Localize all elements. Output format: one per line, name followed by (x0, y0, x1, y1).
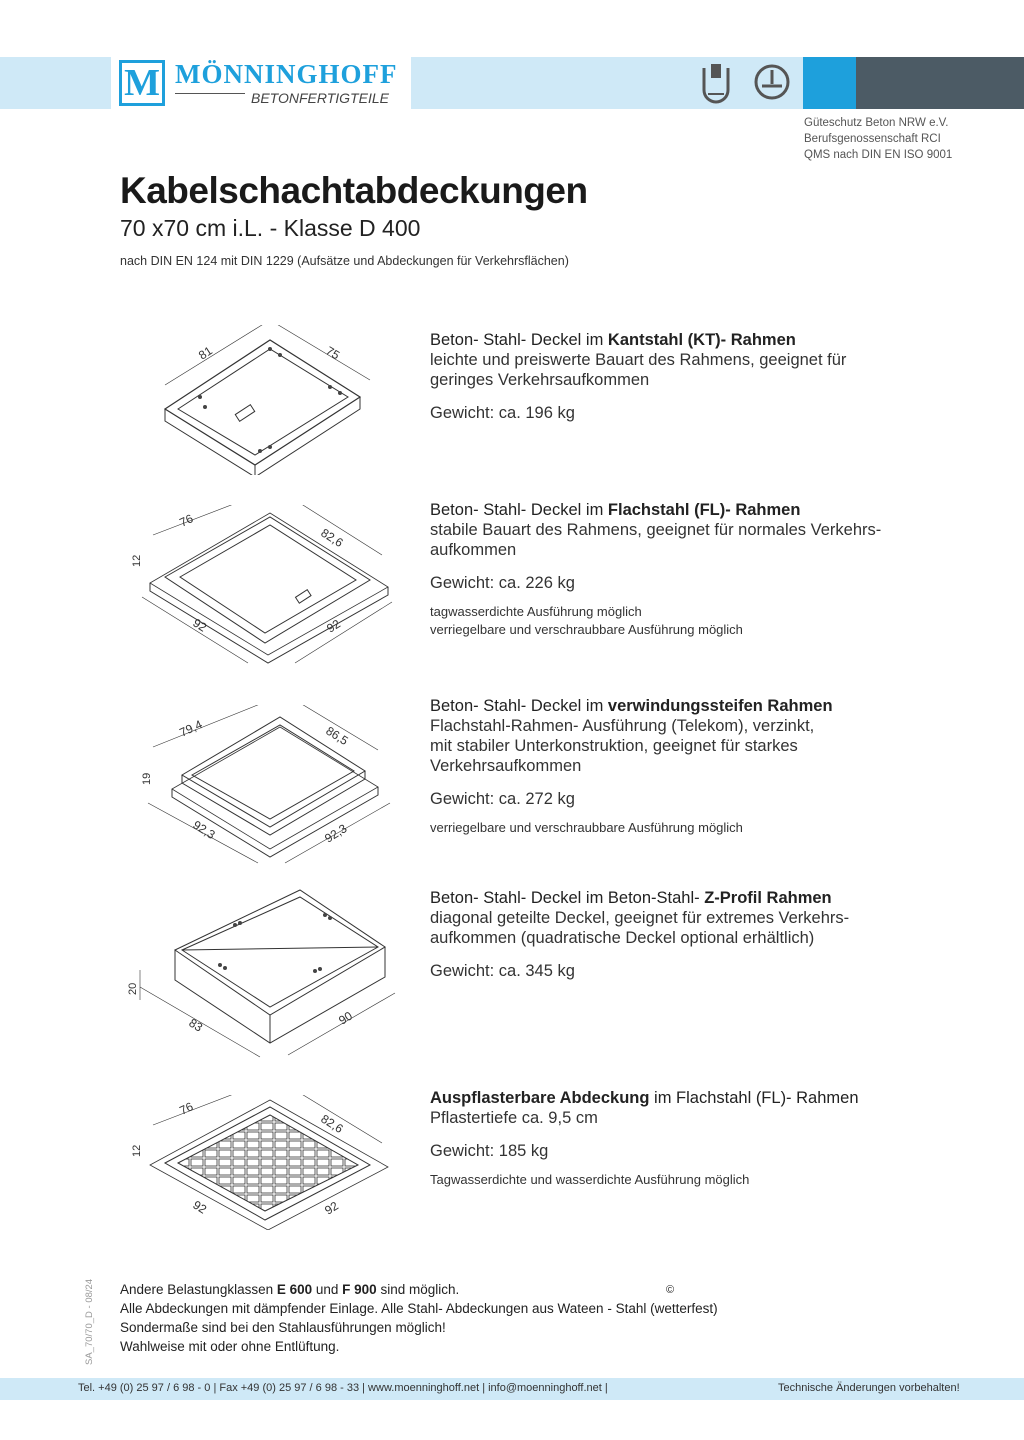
dim-label: 92,3 (190, 817, 218, 842)
heading-text: Beton- Stahl- Deckel im Beton-Stahl- (430, 889, 705, 907)
certification-text (804, 115, 952, 163)
product-note: verriegelbare und verschraubbare Ausführung möglich (430, 622, 743, 637)
dim-label: 19 (141, 772, 153, 785)
product-drawing-verwindungssteif (120, 705, 400, 875)
note-bold: F 900 (342, 1282, 377, 1297)
dim-label: 92 (190, 615, 210, 635)
dim-label: 79,4 (177, 717, 205, 740)
heading-bold: Kantstahl (KT)- Rahmen (607, 331, 796, 349)
product-weight: Gewicht: 185 kg (430, 1142, 549, 1160)
document-code: SA_70/70_D - 08/24 (84, 1278, 95, 1365)
logo-divider (175, 93, 245, 94)
product-heading (430, 888, 970, 908)
company-name: MÖNNINGHOFF (175, 59, 398, 89)
dim-label: 82,6 (318, 1111, 346, 1136)
product-description-zprofil (430, 888, 970, 981)
product-note: verriegelbare und verschraubbare Ausführung möglich (430, 820, 743, 835)
product-text: diagonal geteilte Deckel, geeignet für extremes Verkehrs- (430, 909, 850, 927)
heading-text: Beton- Stahl- Deckel im (430, 331, 608, 349)
product-text: mit stabiler Unterkonstruktion, geeignet für starkes (430, 737, 798, 755)
heading-text: im Flachstahl (FL)- Rahmen (649, 1089, 859, 1107)
note-line: Wahlweise mit oder ohne Entlüftung. (120, 1339, 340, 1354)
product-drawing-flachstahl (120, 505, 400, 675)
norm-reference: nach DIN EN 124 mit DIN 1229 (Aufsätze und Abdeckungen für Verkehrsflächen) (120, 254, 569, 268)
product-drawing-auspflasterbar (120, 1095, 400, 1235)
dim-label: 90 (336, 1008, 355, 1028)
product-heading (430, 1088, 970, 1108)
dim-label: 76 (177, 1099, 196, 1118)
product-description-verwindungssteif (430, 696, 970, 837)
footer-disclaimer: Technische Änderungen vorbehalten! (778, 1382, 960, 1394)
header-dark-block (856, 57, 1024, 109)
product-text: Flachstahl-Rahmen- Ausführung (Telekom), verzinkt, (430, 717, 815, 735)
dim-label: 75 (323, 343, 343, 363)
dim-label: 20 (127, 982, 139, 995)
product-text: aufkommen (430, 541, 517, 559)
cert-icons-svg (700, 62, 796, 106)
dim-label: 12 (131, 1144, 143, 1157)
note-bold: E 600 (276, 1282, 313, 1297)
note-line: Sondermaße sind bei den Stahlausführungen möglich! (120, 1320, 446, 1335)
rci-icon (756, 66, 788, 98)
dim-label: 92,3 (322, 821, 350, 846)
dim-label: 92 (324, 616, 343, 636)
product-weight: Gewicht: ca. 196 kg (430, 404, 575, 422)
footer-notes (120, 1280, 718, 1356)
product-weight: Gewicht: ca. 345 kg (430, 962, 575, 980)
heading-text: Beton- Stahl- Deckel im (430, 697, 608, 715)
dim-label: 76 (177, 511, 196, 530)
footer-contact[interactable]: Tel. +49 (0) 25 97 / 6 98 - 0 | Fax +49 (0) 25 97 / 6 98 - 33 | www.moenninghoff.net | info@moenninghoff.net | (78, 1382, 608, 1394)
heading-bold: Z-Profil Rahmen (704, 889, 832, 907)
dim-label: 92 (190, 1197, 210, 1217)
header-accent-block (803, 57, 856, 109)
heading-bold: Flachstahl (FL)- Rahmen (607, 501, 801, 519)
product-description-flachstahl (430, 500, 970, 639)
product-note: tagwasserdichte Ausführung möglich (430, 604, 642, 619)
cert-line: Berufsgenossenschaft RCI (804, 133, 941, 145)
company-subtitle: BETONFERTIGTEILE (251, 90, 389, 106)
product-text: Pflastertiefe ca. 9,5 cm (430, 1109, 598, 1127)
certification-icons (700, 62, 796, 111)
product-text: geringes Verkehrsaufkommen (430, 371, 650, 389)
dim-label: 86,5 (323, 723, 351, 748)
product-heading (430, 330, 970, 350)
note-text: sind möglich. (376, 1282, 460, 1297)
cert-line: QMS nach DIN EN ISO 9001 (804, 149, 953, 161)
dim-label: 12 (131, 554, 143, 567)
note-line (120, 1280, 718, 1299)
product-drawing-kantstahl (120, 325, 400, 480)
company-logo (111, 57, 411, 109)
product-text: stabile Bauart des Rahmens, geeignet für normales Verkehrs- (430, 521, 882, 539)
page-subtitle: 70 x70 cm i.L. - Klasse D 400 (120, 215, 421, 241)
heading-bold: Auspflasterbare Abdeckung (430, 1089, 650, 1107)
product-text: Verkehrsaufkommen (430, 757, 582, 775)
heading-bold: verwindungssteifen Rahmen (607, 697, 833, 715)
copyright-mark: © (666, 1284, 675, 1296)
product-description-kantstahl (430, 330, 970, 423)
product-description-auspflasterbar (430, 1088, 970, 1189)
note-text: und (312, 1282, 343, 1297)
page-title: Kabelschachtabdeckungen (120, 170, 588, 211)
product-drawing-zprofil (120, 885, 410, 1065)
note-line: Alle Abdeckungen mit dämpfender Einlage. Alle Stahl- Abdeckungen aus Wateen - Stahl (wetterfest) (120, 1301, 718, 1316)
product-text: leichte und preiswerte Bauart des Rahmens, geeignet für (430, 351, 847, 369)
cert-line: Güteschutz Beton NRW e.V. (804, 117, 949, 129)
product-heading (430, 500, 970, 520)
dim-label: 81 (196, 343, 215, 363)
product-heading (430, 696, 970, 716)
product-text: aufkommen (quadratische Deckel optional erhältlich) (430, 929, 815, 947)
dim-label: 82,6 (318, 525, 346, 550)
dim-label: 92 (322, 1198, 341, 1218)
product-weight: Gewicht: ca. 272 kg (430, 790, 575, 808)
note-text: Andere Belastungklassen (120, 1282, 277, 1297)
guetezeichen-icon (704, 64, 728, 102)
heading-text: Beton- Stahl- Deckel im (430, 501, 608, 519)
product-weight: Gewicht: ca. 226 kg (430, 574, 575, 592)
dim-label: 83 (186, 1015, 206, 1035)
logo-mark: M (119, 60, 165, 106)
product-note: Tagwasserdichte und wasserdichte Ausführung möglich (430, 1172, 750, 1187)
